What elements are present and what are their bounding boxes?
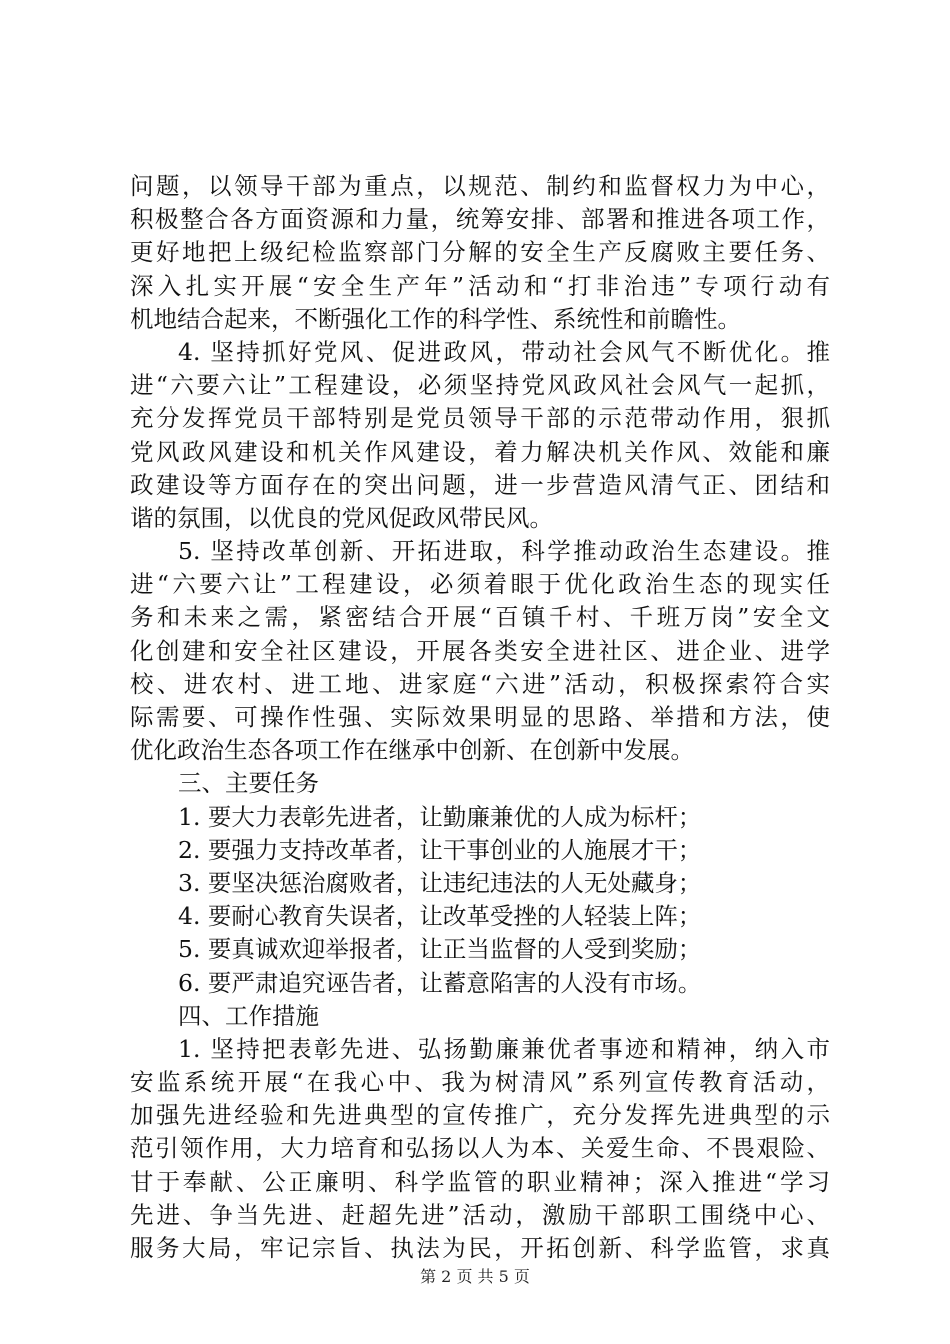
section-heading: 四、工作措施 <box>178 1001 319 1030</box>
task-item: 5. 要真诚欢迎举报者，让正当监督的人受到奖励； <box>178 935 702 964</box>
text-line: 党风政风建设和机关作风建设，着力解决机关作风、效能和廉 <box>130 437 830 466</box>
paragraph-start-line: 4. 坚持抓好党风、促进政风，带动社会风气不断优化。推 <box>178 337 830 366</box>
task-item: 1. 要大力表彰先进者，让勤廉兼优的人成为标杆； <box>178 802 702 831</box>
text-line: 优化政治生态各项工作在继承中创新、在创新中发展。 <box>130 736 694 765</box>
page-number-text: 第 2 页 共 5 页 <box>420 1267 530 1286</box>
text-line: 深入扎实开展“安全生产年”活动和“打非治违”专项行动有 <box>130 271 830 300</box>
text-line: 际需要、可操作性强、实际效果明显的思路、举措和方法，使 <box>130 703 830 731</box>
section-heading: 三、主要任务 <box>178 769 319 798</box>
text-line: 政建设等方面存在的突出问题，进一步营造风清气正、团结和 <box>130 470 830 499</box>
text-line: 进“六要六让”工程建设，必须着眼于优化政治生态的现实任 <box>130 570 830 599</box>
text-line: 进“六要六让”工程建设，必须坚持党风政风社会风气一起抓， <box>130 371 830 400</box>
text-line: 加强先进经验和先进典型的宣传推广，充分发挥先进典型的示 <box>130 1101 830 1130</box>
document-body <box>130 170 830 1265</box>
text-line: 甘于奉献、公正廉明、科学监管的职业精神；深入推进“学习 <box>130 1167 830 1196</box>
text-line: 先进、争当先进、赶超先进”活动，激励干部职工围绕中心、 <box>130 1200 830 1229</box>
page-footer <box>0 1264 950 1287</box>
text-line: 务和未来之需，紧密结合开展“百镇千村、千班万岗”安全文 <box>130 603 830 632</box>
text-line: 机地结合起来，不断强化工作的科学性、系统性和前瞻性。 <box>130 304 741 333</box>
paragraph-start-line: 5. 坚持改革创新、开拓进取，科学推动政治生态建设。推 <box>178 537 830 566</box>
text-line: 服务大局，牢记宗旨、执法为民，开拓创新、科学监管，求真 <box>130 1234 830 1262</box>
text-line: 问题，以领导干部为重点，以规范、制约和监督权力为中心， <box>130 172 830 200</box>
paragraph-start-line: 1. 坚持把表彰先进、弘扬勤廉兼优者事迹和精神，纳入市 <box>178 1034 830 1063</box>
text-line: 化创建和安全社区建设，开展各类安全进社区、进企业、进学 <box>130 636 830 665</box>
task-item: 6. 要严肃追究诬告者，让蓄意陷害的人没有市场。 <box>178 968 702 997</box>
task-item: 2. 要强力支持改革者，让干事创业的人施展才干； <box>178 835 702 864</box>
task-item: 3. 要坚决惩治腐败者，让违纪违法的人无处藏身； <box>178 868 702 897</box>
text-line: 积极整合各方面资源和力量，统筹安排、部署和推进各项工作， <box>130 205 830 234</box>
text-line: 范引领作用，大力培育和弘扬以人为本、关爱生命、不畏艰险、 <box>130 1134 830 1163</box>
text-line: 安监系统开展“在我心中、我为树清风”系列宣传教育活动， <box>130 1068 830 1097</box>
task-item: 4. 要耐心教育失误者，让改革受挫的人轻装上阵； <box>178 902 702 931</box>
text-line: 更好地把上级纪检监察部门分解的安全生产反腐败主要任务、 <box>130 238 830 267</box>
text-line: 谐的氛围，以优良的党风促政风带民风。 <box>130 503 553 532</box>
text-line: 校、进农村、进工地、进家庭“六进”活动，积极探索符合实 <box>130 669 830 698</box>
text-line: 充分发挥党员干部特别是党员领导干部的示范带动作用，狠抓 <box>130 404 830 433</box>
